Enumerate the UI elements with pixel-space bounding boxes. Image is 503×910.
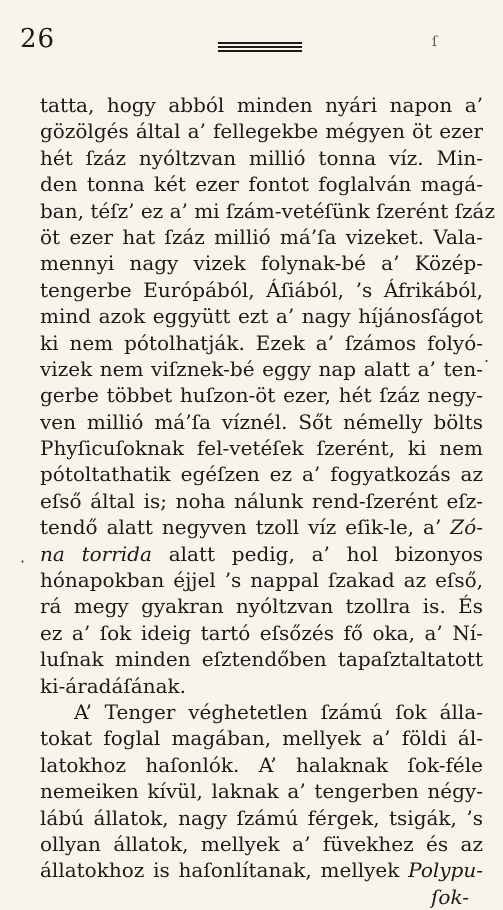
text-line: állatokhoz is haſonlítanak, mellyek Polypu- [40, 858, 483, 883]
text-line: mennyi nagy vizek folynak-bé a’ Közép- [40, 251, 483, 276]
text-line: ban, téſz’ ez a’ mi ſzám-vetéſünk ſzerént ſzáz [40, 198, 496, 223]
text-line: lábú állatok, nagy ſzámú férgek, tsigák, ’s [40, 805, 483, 830]
text-line: tendő alatt negyven tzoll víz eſik-le, a’ Zó- [40, 515, 483, 540]
margin-mark: . [484, 347, 490, 366]
text-line: ki-áradáſának. [40, 673, 187, 698]
text-line: den tonna két ezer fontot foglalván magá- [40, 172, 483, 197]
text-line: latokhoz haſonlók. A’ halaknak ſok-féle [40, 752, 483, 777]
text-line: gerbe többet huſzon-öt ezer, hét ſzáz negy- [40, 383, 483, 408]
text-line: öt ezer hat ſzáz millió má’ſa vizeket. Vala- [40, 224, 483, 249]
paragraph-1 [40, 92, 496, 699]
text-line: ven millió má’ſa víznél. Sőt némelly bölts [40, 409, 483, 434]
body-text [40, 92, 496, 910]
text-line: mind azok eggyütt ezt a’ nagy híjánosſágot [40, 304, 483, 329]
italic-term: Zó- [450, 515, 483, 540]
paragraph-2 [40, 699, 483, 884]
text-line: ki nem pótolhatják. Ezek a’ ſzámos folyó- [40, 330, 483, 355]
text-line: luſnak minden eſztendőben tapaſztaltatott [40, 647, 483, 672]
text-line: eſső által is; noha nálunk rend-ſzerént eſz- [40, 488, 483, 513]
text-line: rá megy gyakran nyóltzvan tzollra is. És [40, 594, 483, 619]
margin-mark: · [20, 552, 26, 571]
text-line: Phyſicuſoknak fel-vetéſek ſzerént, ki nem [40, 436, 483, 461]
catchword: ſok- [431, 884, 469, 909]
text-line: tengerbe Európából, Áſiából, ’s Áfrikából, [40, 277, 483, 302]
text-line: hét ſzáz nyóltzvan millió tonna víz. Min- [40, 145, 483, 170]
text-line: pótoltathatik egéſzen ez a’ fogyatkozás az [40, 462, 483, 487]
italic-term: na torrida [40, 541, 152, 566]
text-line: A’ Tenger véghetetlen ſzámú ſok álla- [74, 699, 483, 724]
text-line: hónapokban éjjel ’s nappal ſzakad az eſső, [40, 568, 483, 593]
text-line: gözölgés által a’ fellegekbe mégyen öt ezer [40, 119, 483, 144]
header-rule [218, 42, 302, 52]
italic-term: Polypu- [408, 858, 483, 883]
text-line: vizek nem viſznek-bé eggy nap alatt a’ ten- [40, 356, 483, 381]
text-line: nemeiken kívül, laknak a’ tengerben négy- [40, 779, 483, 804]
header-mark: ſ [432, 34, 438, 50]
text-line: na torrida alatt pedig, a’ hol bizonyos [40, 541, 484, 566]
text-line: tokat foglal magában, mellyek a’ földi ál- [40, 726, 483, 751]
text-line: tatta, hogy abból minden nyári napon a’ [40, 93, 483, 117]
text-line: ez a’ ſok ideig tartó eſsőzés fő oka, a’ Ní- [40, 620, 483, 645]
text-line: ollyan állatok, mellyek a’ füvekhez és az [40, 831, 483, 856]
page-number: 26 [20, 24, 56, 54]
